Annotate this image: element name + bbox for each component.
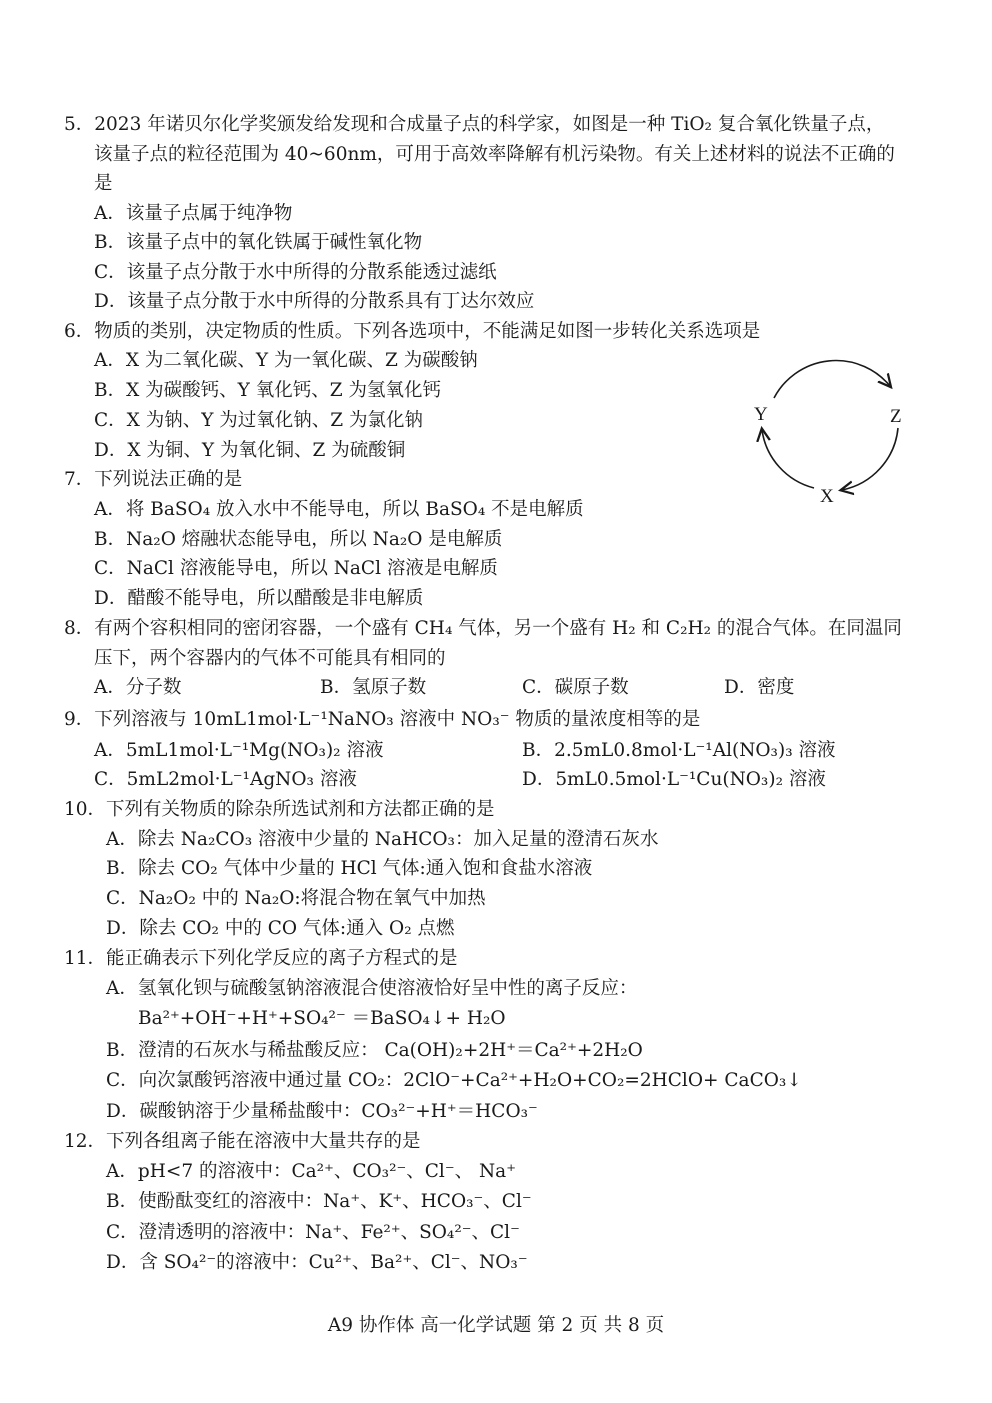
q5-option-b: B．该量子点中的氧化铁属于碱性氧化物: [94, 232, 423, 253]
q6-option-b: B．X 为碳酸钙、Y 氧化钙、Z 为氢氧化钙: [94, 380, 441, 401]
q9-option-d: D．5mL0.5mol·L⁻¹Cu(NO₃)₂ 溶液: [522, 769, 826, 790]
q8-option-b: B．氢原子数: [320, 677, 427, 698]
q7-option-d: D．醋酸不能导电，所以醋酸是非电解质: [94, 588, 424, 609]
q6-option-d: D．X 为铜、Y 为氧化铜、Z 为硫酸铜: [94, 440, 406, 461]
q12-option-c: C．澄清透明的溶液中：Na⁺、Fe²⁺、SO₄²⁻、Cl⁻: [106, 1222, 520, 1243]
q10-option-b: B．除去 CO₂ 气体中少量的 HCl 气体:通入饱和食盐水溶液: [106, 858, 593, 879]
q5-option-d: D．该量子点分散于水中所得的分散系具有丁达尔效应: [94, 291, 535, 312]
q10-option-c: C．Na₂O₂ 中的 Na₂O:将混合物在氧气中加热: [106, 888, 486, 909]
q6-option-c: C．X 为钠、Y 为过氧化钠、Z 为氯化钠: [94, 410, 424, 431]
q8-option-a: A．分子数: [94, 677, 182, 698]
q10-option-d: D．除去 CO₂ 中的 CO 气体:通入 O₂ 点燃: [106, 918, 455, 939]
q5-stem-line1: 5．2023 年诺贝尔化学奖颁发给发现和合成量子点的科学家，如图是一种 TiO₂ 复合氧化铁量子点，: [64, 114, 885, 135]
q12-option-a: A．pH<7 的溶液中：Ca²⁺、CO₃²⁻、Cl⁻、 Na⁺: [106, 1161, 516, 1182]
page-footer: A9 协作体 高一化学试题 第 2 页 共 8 页: [327, 1315, 665, 1336]
q7-stem: 7．下列说法正确的是: [64, 469, 243, 490]
q11-option-a: A．氢氧化钡与硫酸氢钠溶液混合使溶液恰好呈中性的离子反应：: [106, 978, 638, 999]
q12-option-b: B．使酚酞变红的溶液中：Na⁺、K⁺、HCO₃⁻、Cl⁻: [106, 1191, 532, 1212]
q12-option-d: D．含 SO₄²⁻的溶液中：Cu²⁺、Ba²⁺、Cl⁻、NO₃⁻: [106, 1252, 528, 1273]
arrow-z-to-x: [842, 428, 898, 490]
q11-option-c: C．向次氯酸钙溶液中通过量 CO₂：2ClO⁻+Ca²⁺+H₂O+CO₂=2HClO+ CaCO₃↓: [106, 1070, 802, 1091]
q8-option-d: D．密度: [724, 677, 795, 698]
q9-stem: 9．下列溶液与 10mL1mol·L⁻¹NaNO₃ 溶液中 NO₃⁻ 物质的量浓度相等的是: [64, 709, 701, 730]
q8-option-c: C．碳原子数: [522, 677, 629, 698]
q11-option-a-equation: Ba²⁺+OH⁻+H⁺+SO₄²⁻ ＝BaSO₄↓+ H₂O: [138, 1008, 506, 1029]
q8-stem-line2: 压下，两个容器内的气体不可能具有相同的: [94, 648, 446, 669]
q11-option-d: D．碳酸钠溶于少量稀盐酸中：CO₃²⁻+H⁺＝HCO₃⁻: [106, 1101, 538, 1122]
conversion-cycle-diagram: [748, 348, 918, 510]
q6-stem: 6．物质的类别，决定物质的性质。下列各选项中，不能满足如图一步转化关系选项是: [64, 321, 761, 342]
node-z: Z: [890, 406, 902, 427]
q5-option-a: A．该量子点属于纯净物: [94, 203, 293, 224]
q7-option-c: C．NaCl 溶液能导电，所以 NaCl 溶液是电解质: [94, 558, 498, 579]
q10-option-a: A．除去 Na₂CO₃ 溶液中少量的 NaHCO₃：加入足量的澄清石灰水: [106, 829, 659, 850]
q5-stem-line3: 是: [94, 173, 113, 194]
node-y: Y: [754, 404, 768, 425]
q9-option-c: C．5mL2mol·L⁻¹AgNO₃ 溶液: [94, 769, 357, 790]
q5-option-c: C．该量子点分散于水中所得的分散系能透过滤纸: [94, 262, 497, 283]
q9-option-b: B．2.5mL0.8mol·L⁻¹Al(NO₃)₃ 溶液: [522, 740, 836, 761]
q8-stem-line1: 8．有两个容积相同的密闭容器，一个盛有 CH₄ 气体，另一个盛有 H₂ 和 C₂H₂ 的混合气体。在同温同: [64, 618, 902, 639]
q12-stem: 12．下列各组离子能在溶液中大量共存的是: [64, 1131, 421, 1152]
q9-option-a: A．5mL1mol·L⁻¹Mg(NO₃)₂ 溶液: [94, 740, 384, 761]
q7-option-b: B．Na₂O 熔融状态能导电，所以 Na₂O 是电解质: [94, 529, 503, 550]
q5-stem-line2: 该量子点的粒径范围为 40~60nm，可用于高效率降解有机污染物。有关上述材料的说法不正确的: [94, 144, 895, 165]
q7-option-a: A．将 BaSO₄ 放入水中不能导电，所以 BaSO₄ 不是电解质: [94, 499, 584, 520]
q11-option-b: B．澄清的石灰水与稀盐酸反应： Ca(OH)₂+2H⁺＝Ca²⁺+2H₂O: [106, 1040, 643, 1061]
q10-stem: 10．下列有关物质的除杂所选试剂和方法都正确的是: [64, 799, 495, 820]
q11-stem: 11．能正确表示下列化学反应的离子方程式的是: [64, 948, 458, 969]
arrow-x-to-y: [762, 430, 814, 488]
q6-option-a: A．X 为二氧化碳、Y 为一氧化碳、Z 为碳酸钠: [94, 350, 478, 371]
node-x: X: [820, 486, 834, 507]
arrow-y-to-z: [774, 361, 890, 398]
